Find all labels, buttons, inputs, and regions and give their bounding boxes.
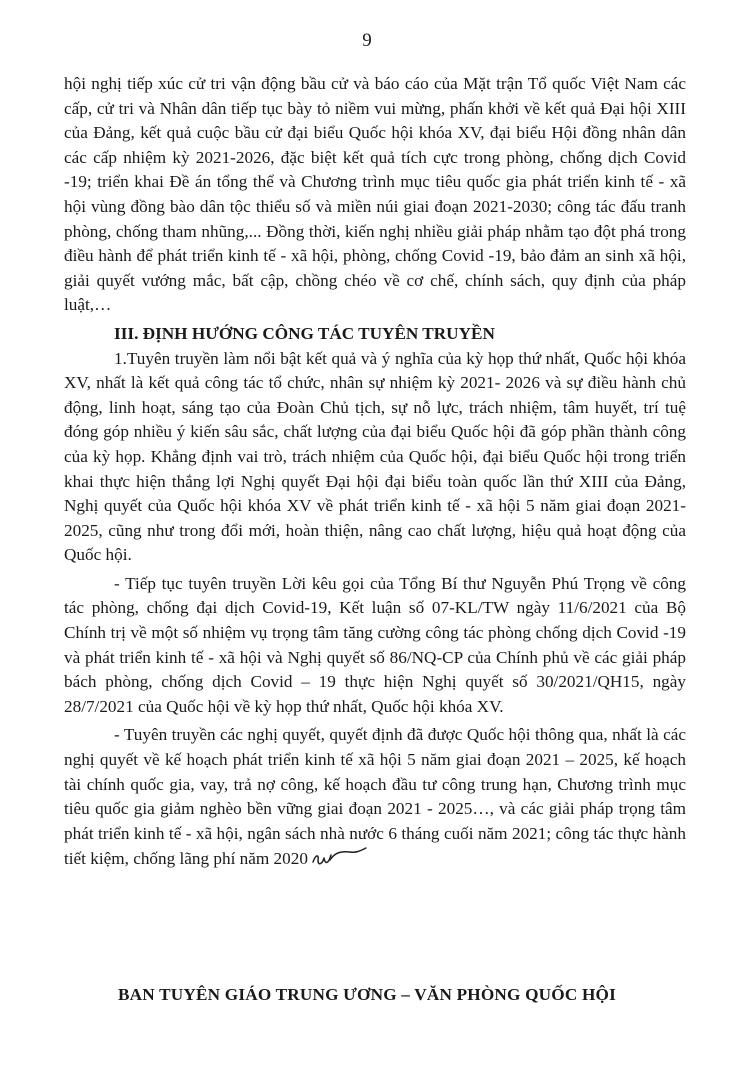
paragraph-resolutions (64, 723, 686, 872)
page-number: 9 (362, 30, 372, 51)
document-body (64, 72, 686, 872)
document-footer: BAN TUYÊN GIÁO TRUNG ƯƠNG – VĂN PHÒNG QUỐC HỘI (118, 985, 616, 1004)
section-heading: III. ĐỊNH HƯỚNG CÔNG TÁC TUYÊN TRUYỀN (114, 323, 495, 343)
intro-paragraph: hội nghị tiếp xúc cử tri vận động bầu cử và báo cáo của Mặt trận Tổ quốc Việt Nam các cấp, cử tri và Nhân dân tiếp tục bày tỏ niềm vui mừng, phấn khởi về kết quả Đại hội XIII của Đảng, kết quả cuộc bầu cử đại biểu Quốc hội khóa XV, đại biểu Hội đồng nhân dân các cấp nhiệm kỳ 2021-2026, đặc biệt kết quả tích cực trong phòng, chống dịch Covid -19; triển khai Đề án tổng thể và Chương trình mục tiêu quốc gia phát triển kinh tế - xã hội vùng đồng bào dân tộc thiểu số và miền núi giai đoạn 2021-2030; công tác đấu tranh phòng, chống tham nhũng,... Đồng thời, kiến nghị nhiều giải pháp nhằm tạo đột phá trong điều hành để phát triển kinh tế - xã hội, phòng, chống Covid -19, bảo đảm an sinh xã hội, giải quyết vướng mắc, bất cập, chồng chéo về cơ chế, chính sách, quy định của pháp luật,… (64, 74, 686, 315)
paragraph-resolutions-text: - Tuyên truyền các nghị quyết, quyết định đã được Quốc hội thông qua, nhất là các nghị quyết về kế hoạch phát triển kinh tế xã hội 5 năm giai đoạn 2021 – 2025, kế hoạch tài chính quốc gia, vay, trả nợ công, kế hoạch đầu tư công trung hạn, Chương trình mục tiêu quốc gia giảm nghèo bền vững giai đoạn 2021 - 2025…, và các giải pháp trọng tâm phát triển kinh tế - xã hội, ngân sách nhà nước 6 tháng cuối năm 2021; công tác thực hành tiết kiệm, chống lãng phí năm 2020 (64, 725, 686, 869)
handwritten-initials (310, 846, 368, 868)
paragraph-covid: - Tiếp tục tuyên truyền Lời kêu gọi của Tổng Bí thư Nguyễn Phú Trọng về công tác phòng, chống đại dịch Covid-19, Kết luận số 07-KL/TW ngày 11/6/2021 của Bộ Chính trị về một số nhiệm vụ trọng tâm tăng cường công tác phòng chống dịch Covid -19 và phát triển kinh tế - xã hội và Nghị quyết số 86/NQ-CP của Chính phủ về các giải pháp bách phòng, chống dịch Covid – 19 thực hiện Nghị quyết số 30/2021/QH15, ngày 28/7/2021 của Quốc hội về kỳ họp thứ nhất, Quốc hội khóa XV. (64, 573, 686, 716)
paragraph-results: 1.Tuyên truyền làm nổi bật kết quả và ý nghĩa của kỳ họp thứ nhất, Quốc hội khóa XV, nhất là kết quả công tác tổ chức, nhân sự nhiệm kỳ 2021- 2026 và sự điều hành chủ động, linh hoạt, sáng tạo của Đoàn Chủ tịch, sự nỗ lực, trách nhiệm, tâm huyết, trí tuệ đóng góp nhiều ý kiến sâu sắc, chất lượng của đại biểu Quốc hội đã góp phần thành công của kỳ họp. Khẳng định vai trò, trách nhiệm của Quốc hội, đại biểu Quốc hội trong triển khai thực hiện thắng lợi Nghị quyết Đại hội đại biểu toàn quốc lần thứ XIII của Đảng, Nghị quyết của Quốc hội khóa XV về phát triển kinh tế - xã hội 5 năm giai đoạn 2021-2025, cũng như trong đổi mới, hoàn thiện, nâng cao chất lượng, hiệu quả hoạt động của Quốc hội. (64, 348, 686, 565)
